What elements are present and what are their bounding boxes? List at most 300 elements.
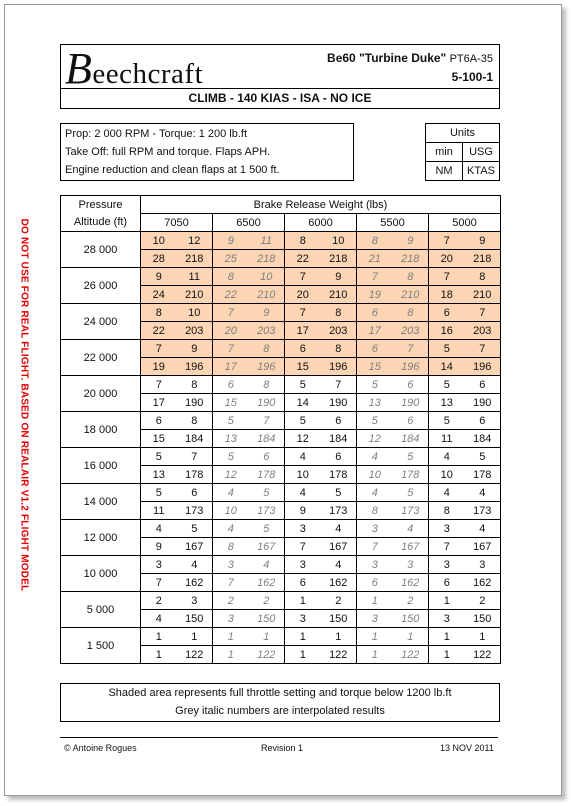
value-cell: 6	[177, 484, 213, 502]
value-cell: 12	[213, 466, 249, 484]
value-cell: 9	[285, 502, 321, 520]
value-cell: 167	[465, 538, 501, 556]
real-flight-warning: DO NOT USE FOR REAL FLIGHT. BASED ON REALAIR V1.2 FLIGHT MODEL	[18, 218, 30, 592]
value-cell: 5	[429, 340, 465, 358]
table-row-time-fuel	[61, 340, 501, 358]
value-cell: 28	[141, 250, 177, 268]
altitude-cell: 12 000	[61, 520, 141, 556]
unit-fuel: USG	[463, 143, 499, 162]
value-cell: 4	[141, 520, 177, 538]
value-cell: 8	[249, 376, 285, 394]
value-cell: 5	[213, 412, 249, 430]
value-cell: 210	[393, 286, 429, 304]
altitude-header-line2: Altitude (ft)	[61, 214, 141, 232]
value-cell: 122	[465, 646, 501, 664]
table-row-time-fuel	[61, 232, 501, 250]
value-cell: 5	[249, 520, 285, 538]
value-cell: 8	[249, 340, 285, 358]
value-cell: 1	[141, 646, 177, 664]
altitude-cell: 20 000	[61, 376, 141, 412]
value-cell: 203	[465, 322, 501, 340]
value-cell: 173	[249, 502, 285, 520]
footer-revision: Revision 1	[261, 743, 304, 753]
value-cell: 173	[465, 502, 501, 520]
value-cell: 6	[285, 574, 321, 592]
value-cell: 196	[321, 358, 357, 376]
value-cell: 6	[465, 376, 501, 394]
value-cell: 13	[213, 430, 249, 448]
value-cell: 2	[141, 592, 177, 610]
value-cell: 19	[141, 358, 177, 376]
value-cell: 9	[321, 268, 357, 286]
value-cell: 162	[249, 574, 285, 592]
value-cell: 7	[357, 538, 393, 556]
value-cell: 10	[141, 232, 177, 250]
value-cell: 6	[141, 412, 177, 430]
value-cell: 1	[285, 592, 321, 610]
weight-column-header: 5000	[429, 214, 501, 232]
value-cell: 3	[429, 556, 465, 574]
climb-table-container	[60, 195, 501, 664]
value-cell: 11	[141, 502, 177, 520]
altitude-cell: 26 000	[61, 268, 141, 304]
value-cell: 13	[357, 394, 393, 412]
value-cell: 7	[141, 340, 177, 358]
value-cell: 1	[285, 628, 321, 646]
value-cell: 1	[357, 628, 393, 646]
value-cell: 167	[249, 538, 285, 556]
value-cell: 1	[429, 628, 465, 646]
value-cell: 3	[285, 610, 321, 628]
value-cell: 8	[141, 304, 177, 322]
value-cell: 16	[429, 322, 465, 340]
condition-takeoff: Take Off: full RPM and torque. Flaps APH.	[65, 146, 271, 158]
engine-model: PT6A-35	[449, 53, 493, 65]
value-cell: 14	[429, 358, 465, 376]
value-cell: 5	[321, 484, 357, 502]
value-cell: 122	[249, 646, 285, 664]
value-cell: 2	[393, 592, 429, 610]
value-cell: 5	[357, 412, 393, 430]
value-cell: 210	[249, 286, 285, 304]
value-cell: 150	[249, 610, 285, 628]
value-cell: 22	[285, 250, 321, 268]
value-cell: 203	[321, 322, 357, 340]
value-cell: 218	[321, 250, 357, 268]
value-cell: 203	[177, 322, 213, 340]
value-cell: 13	[429, 394, 465, 412]
value-cell: 7	[429, 268, 465, 286]
value-cell: 2	[465, 592, 501, 610]
value-cell: 5	[285, 412, 321, 430]
value-cell: 173	[177, 502, 213, 520]
value-cell: 4	[177, 556, 213, 574]
value-cell: 3	[393, 556, 429, 574]
value-cell: 10	[249, 268, 285, 286]
value-cell: 6	[393, 412, 429, 430]
altitude-cell: 10 000	[61, 556, 141, 592]
value-cell: 8	[321, 304, 357, 322]
value-cell: 19	[357, 286, 393, 304]
value-cell: 6	[429, 304, 465, 322]
altitude-cell: 14 000	[61, 484, 141, 520]
value-cell: 21	[357, 250, 393, 268]
value-cell: 6	[285, 340, 321, 358]
value-cell: 6	[357, 574, 393, 592]
value-cell: 162	[177, 574, 213, 592]
value-cell: 8	[429, 502, 465, 520]
value-cell: 8	[465, 268, 501, 286]
value-cell: 5	[429, 412, 465, 430]
value-cell: 24	[141, 286, 177, 304]
value-cell: 1	[357, 646, 393, 664]
value-cell: 6	[321, 412, 357, 430]
value-cell: 5	[465, 448, 501, 466]
value-cell: 13	[141, 466, 177, 484]
value-cell: 14	[285, 394, 321, 412]
document-header	[60, 44, 500, 109]
table-header-row	[61, 196, 501, 214]
altitude-header-line1: Pressure	[61, 196, 141, 214]
page-title: CLIMB - 140 KIAS - ISA - NO ICE	[61, 88, 499, 108]
aircraft-name: Be60 "Turbine Duke" PT6A-35	[327, 51, 493, 65]
conditions-box	[60, 123, 354, 181]
value-cell: 10	[357, 466, 393, 484]
value-cell: 15	[213, 394, 249, 412]
table-row-time-fuel	[61, 484, 501, 502]
value-cell: 18	[429, 286, 465, 304]
value-cell: 7	[285, 268, 321, 286]
value-cell: 5	[213, 448, 249, 466]
value-cell: 15	[141, 430, 177, 448]
value-cell: 9	[141, 268, 177, 286]
value-cell: 167	[393, 538, 429, 556]
value-cell: 210	[321, 286, 357, 304]
units-box	[425, 123, 500, 181]
value-cell: 3	[285, 520, 321, 538]
altitude-cell: 16 000	[61, 448, 141, 484]
value-cell: 1	[285, 646, 321, 664]
weight-column-header: 6000	[285, 214, 357, 232]
value-cell: 10	[429, 466, 465, 484]
value-cell: 1	[213, 628, 249, 646]
value-cell: 7	[213, 304, 249, 322]
value-cell: 12	[357, 430, 393, 448]
value-cell: 12	[285, 430, 321, 448]
value-cell: 1	[393, 628, 429, 646]
units-header: Units	[426, 124, 499, 143]
value-cell: 2	[321, 592, 357, 610]
value-cell: 184	[249, 430, 285, 448]
climb-table	[60, 195, 501, 664]
value-cell: 8	[213, 538, 249, 556]
note-interpolated: Grey italic numbers are interpolated results	[175, 705, 385, 717]
value-cell: 8	[285, 232, 321, 250]
table-row-time-fuel	[61, 448, 501, 466]
value-cell: 11	[177, 268, 213, 286]
value-cell: 5	[393, 484, 429, 502]
notes-box	[60, 683, 500, 722]
value-cell: 1	[213, 646, 249, 664]
value-cell: 178	[177, 466, 213, 484]
value-cell: 8	[213, 268, 249, 286]
value-cell: 4	[285, 484, 321, 502]
value-cell: 5	[141, 484, 177, 502]
value-cell: 6	[429, 574, 465, 592]
value-cell: 1	[249, 628, 285, 646]
weight-header: Brake Release Weight (lbs)	[141, 196, 501, 214]
value-cell: 7	[393, 340, 429, 358]
value-cell: 4	[465, 484, 501, 502]
value-cell: 4	[393, 520, 429, 538]
value-cell: 7	[429, 232, 465, 250]
value-cell: 5	[141, 448, 177, 466]
altitude-cell: 24 000	[61, 304, 141, 340]
value-cell: 1	[177, 628, 213, 646]
value-cell: 167	[321, 538, 357, 556]
value-cell: 7	[213, 574, 249, 592]
value-cell: 5	[177, 520, 213, 538]
value-cell: 3	[357, 610, 393, 628]
value-cell: 190	[393, 394, 429, 412]
value-cell: 1	[429, 592, 465, 610]
value-cell: 17	[285, 322, 321, 340]
value-cell: 196	[177, 358, 213, 376]
value-cell: 8	[393, 304, 429, 322]
value-cell: 184	[465, 430, 501, 448]
value-cell: 184	[393, 430, 429, 448]
value-cell: 10	[321, 232, 357, 250]
value-cell: 173	[393, 502, 429, 520]
value-cell: 7	[465, 304, 501, 322]
table-row-time-fuel	[61, 556, 501, 574]
value-cell: 150	[465, 610, 501, 628]
value-cell: 20	[285, 286, 321, 304]
value-cell: 4	[357, 484, 393, 502]
value-cell: 122	[321, 646, 357, 664]
value-cell: 3	[465, 556, 501, 574]
value-cell: 9	[465, 232, 501, 250]
value-cell: 150	[321, 610, 357, 628]
value-cell: 17	[141, 394, 177, 412]
value-cell: 7	[357, 268, 393, 286]
value-cell: 8	[321, 340, 357, 358]
value-cell: 5	[393, 448, 429, 466]
value-cell: 17	[357, 322, 393, 340]
value-cell: 173	[321, 502, 357, 520]
value-cell: 7	[177, 448, 213, 466]
value-cell: 218	[249, 250, 285, 268]
altitude-cell: 28 000	[61, 232, 141, 268]
value-cell: 4	[321, 556, 357, 574]
table-row-time-fuel	[61, 592, 501, 610]
value-cell: 218	[393, 250, 429, 268]
value-cell: 3	[429, 520, 465, 538]
table-row-time-fuel	[61, 628, 501, 646]
value-cell: 25	[213, 250, 249, 268]
value-cell: 3	[177, 592, 213, 610]
value-cell: 3	[213, 610, 249, 628]
beechcraft-logo: Beechcraft	[65, 44, 204, 93]
value-cell: 11	[249, 232, 285, 250]
value-cell: 4	[465, 520, 501, 538]
value-cell: 203	[393, 322, 429, 340]
value-cell: 11	[429, 430, 465, 448]
value-cell: 8	[393, 268, 429, 286]
value-cell: 184	[321, 430, 357, 448]
table-row-time-fuel	[61, 412, 501, 430]
value-cell: 9	[177, 340, 213, 358]
value-cell: 10	[285, 466, 321, 484]
value-cell: 2	[213, 592, 249, 610]
value-cell: 184	[177, 430, 213, 448]
value-cell: 3	[141, 556, 177, 574]
value-cell: 6	[465, 412, 501, 430]
value-cell: 1	[321, 628, 357, 646]
value-cell: 196	[393, 358, 429, 376]
value-cell: 22	[141, 322, 177, 340]
value-cell: 9	[249, 304, 285, 322]
unit-distance: NM	[426, 162, 463, 180]
value-cell: 178	[465, 466, 501, 484]
value-cell: 162	[321, 574, 357, 592]
value-cell: 9	[393, 232, 429, 250]
value-cell: 6	[249, 448, 285, 466]
value-cell: 190	[249, 394, 285, 412]
value-cell: 6	[357, 340, 393, 358]
value-cell: 4	[357, 448, 393, 466]
value-cell: 1	[357, 592, 393, 610]
value-cell: 1	[465, 628, 501, 646]
value-cell: 190	[321, 394, 357, 412]
value-cell: 17	[213, 358, 249, 376]
value-cell: 2	[249, 592, 285, 610]
value-cell: 15	[285, 358, 321, 376]
unit-time: min	[426, 143, 463, 162]
table-row-time-fuel	[61, 376, 501, 394]
value-cell: 4	[141, 610, 177, 628]
value-cell: 196	[465, 358, 501, 376]
value-cell: 7	[285, 304, 321, 322]
value-cell: 1	[141, 628, 177, 646]
value-cell: 6	[213, 376, 249, 394]
table-row-time-fuel	[61, 268, 501, 286]
altitude-cell: 22 000	[61, 340, 141, 376]
value-cell: 210	[177, 286, 213, 304]
value-cell: 150	[393, 610, 429, 628]
value-cell: 4	[429, 448, 465, 466]
value-cell: 7	[465, 340, 501, 358]
value-cell: 162	[393, 574, 429, 592]
value-cell: 9	[141, 538, 177, 556]
table-header-row	[61, 214, 501, 232]
value-cell: 5	[357, 376, 393, 394]
value-cell: 178	[249, 466, 285, 484]
value-cell: 4	[321, 520, 357, 538]
value-cell: 7	[249, 412, 285, 430]
value-cell: 4	[213, 520, 249, 538]
value-cell: 7	[321, 376, 357, 394]
note-shaded: Shaded area represents full throttle setting and torque below 1200 lb.ft	[108, 687, 452, 699]
value-cell: 7	[213, 340, 249, 358]
value-cell: 12	[177, 232, 213, 250]
value-cell: 9	[213, 232, 249, 250]
value-cell: 1	[429, 646, 465, 664]
value-cell: 8	[357, 502, 393, 520]
value-cell: 122	[393, 646, 429, 664]
footer-author: © Antoine Rogues	[64, 743, 137, 753]
weight-column-header: 7050	[141, 214, 213, 232]
value-cell: 10	[213, 502, 249, 520]
altitude-cell: 18 000	[61, 412, 141, 448]
value-cell: 6	[321, 448, 357, 466]
value-cell: 196	[249, 358, 285, 376]
condition-prop: Prop: 2 000 RPM - Torque: 1 200 lb.ft	[65, 128, 248, 140]
value-cell: 7	[141, 574, 177, 592]
value-cell: 8	[357, 232, 393, 250]
page-reference: 5-100-1	[451, 70, 493, 84]
value-cell: 4	[213, 484, 249, 502]
value-cell: 190	[177, 394, 213, 412]
value-cell: 8	[177, 376, 213, 394]
unit-speed: KTAS	[467, 165, 495, 177]
condition-reduction: Engine reduction and clean flaps at 1 500 ft.	[65, 164, 280, 176]
value-cell: 7	[429, 538, 465, 556]
value-cell: 203	[249, 322, 285, 340]
value-cell: 3	[357, 556, 393, 574]
value-cell: 218	[177, 250, 213, 268]
value-cell: 6	[357, 304, 393, 322]
value-cell: 15	[357, 358, 393, 376]
table-row-time-fuel	[61, 520, 501, 538]
value-cell: 7	[285, 538, 321, 556]
value-cell: 218	[465, 250, 501, 268]
value-cell: 122	[177, 646, 213, 664]
altitude-cell: 1 500	[61, 628, 141, 664]
value-cell: 167	[177, 538, 213, 556]
value-cell: 3	[213, 556, 249, 574]
value-cell: 150	[177, 610, 213, 628]
value-cell: 4	[429, 484, 465, 502]
footer-divider	[60, 737, 498, 738]
value-cell: 4	[249, 556, 285, 574]
value-cell: 6	[393, 376, 429, 394]
weight-column-header: 5500	[357, 214, 429, 232]
weight-column-header: 6500	[213, 214, 285, 232]
value-cell: 3	[285, 556, 321, 574]
table-row-time-fuel	[61, 304, 501, 322]
value-cell: 22	[213, 286, 249, 304]
value-cell: 20	[429, 250, 465, 268]
value-cell: 7	[141, 376, 177, 394]
value-cell: 3	[429, 610, 465, 628]
footer-date: 13 NOV 2011	[440, 743, 494, 753]
value-cell: 10	[177, 304, 213, 322]
value-cell: 162	[465, 574, 501, 592]
value-cell: 3	[357, 520, 393, 538]
value-cell: 5	[249, 484, 285, 502]
value-cell: 178	[321, 466, 357, 484]
value-cell: 190	[465, 394, 501, 412]
value-cell: 210	[465, 286, 501, 304]
value-cell: 5	[429, 376, 465, 394]
value-cell: 8	[177, 412, 213, 430]
value-cell: 4	[285, 448, 321, 466]
altitude-cell: 5 000	[61, 592, 141, 628]
value-cell: 5	[285, 376, 321, 394]
value-cell: 20	[213, 322, 249, 340]
value-cell: 178	[393, 466, 429, 484]
